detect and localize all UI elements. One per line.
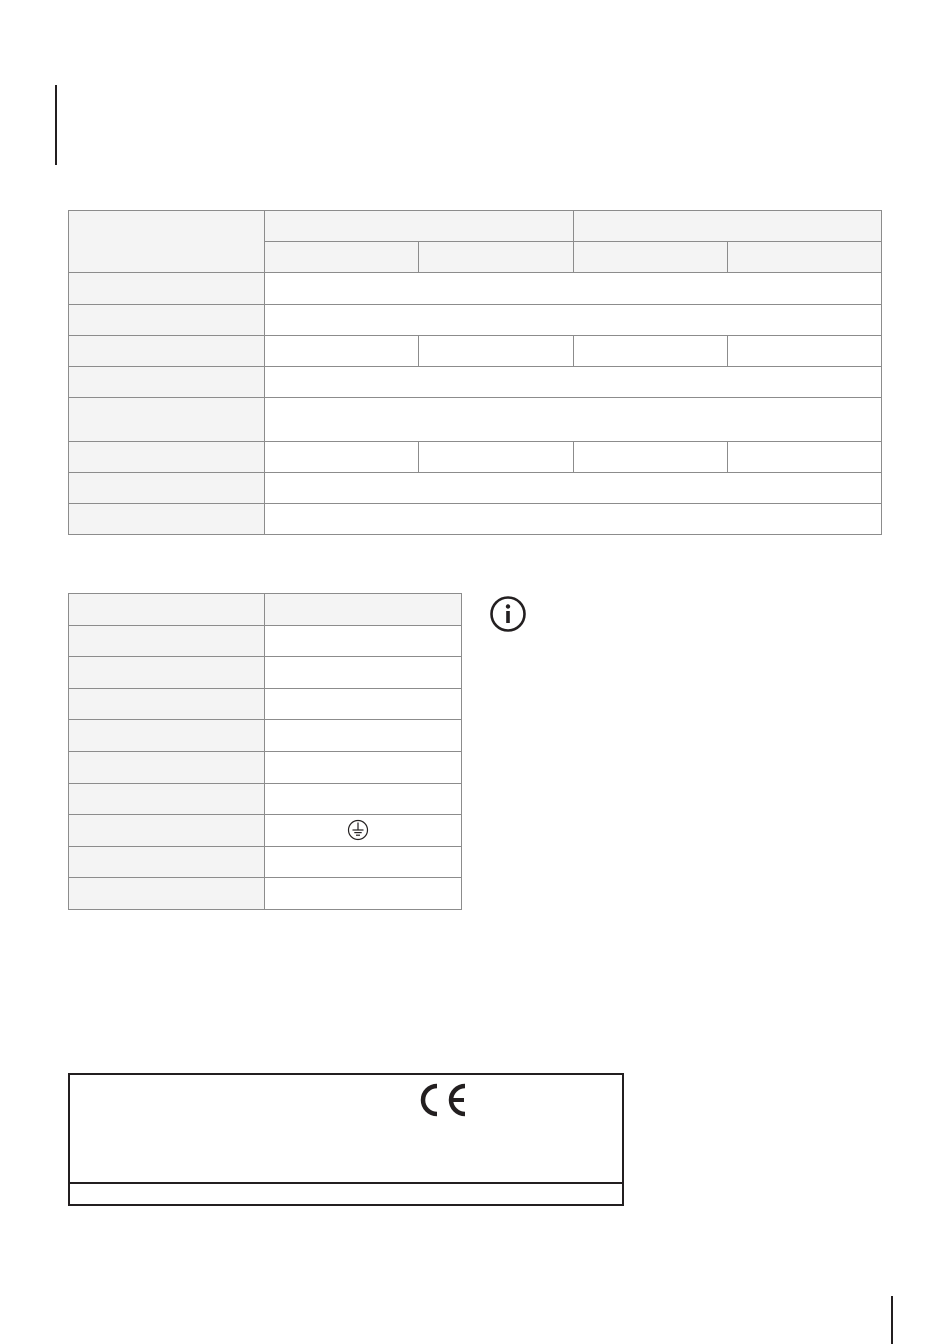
row-label-cell — [69, 367, 265, 398]
row-value-cell — [265, 878, 462, 910]
header-sub-cell — [419, 242, 573, 273]
row-value-cell — [265, 473, 882, 504]
ce-mark-icon — [419, 1083, 469, 1117]
info-icon — [489, 595, 527, 633]
row-label-cell — [69, 504, 265, 535]
header-group-cell — [573, 211, 881, 242]
table-row — [69, 815, 462, 847]
row-label-cell — [69, 594, 265, 626]
row-value-cell — [265, 305, 882, 336]
header-sub-cell — [265, 242, 419, 273]
row-value-cell — [265, 398, 882, 442]
row-value-cell — [265, 657, 462, 689]
row-value-cell — [265, 367, 882, 398]
row-value-cell — [265, 846, 462, 878]
row-value-cell — [727, 336, 881, 367]
table-row — [69, 473, 882, 504]
row-value-cell — [265, 504, 882, 535]
table-row — [69, 273, 882, 305]
table-header-row — [69, 211, 882, 242]
table-row — [69, 594, 462, 626]
row-value-cell — [573, 442, 727, 473]
table-row — [69, 846, 462, 878]
margin-rule-bottom — [891, 1296, 893, 1344]
row-label-cell — [69, 305, 265, 336]
row-value-cell — [265, 625, 462, 657]
row-label-cell — [69, 688, 265, 720]
table-row — [69, 398, 882, 442]
row-label-cell — [69, 720, 265, 752]
row-value-cell — [265, 336, 419, 367]
row-value-cell — [265, 594, 462, 626]
table-row — [69, 442, 882, 473]
table-row — [69, 878, 462, 910]
row-label-cell — [69, 273, 265, 305]
row-value-cell — [265, 720, 462, 752]
protective-earth-icon — [347, 819, 369, 841]
row-label-cell — [69, 657, 265, 689]
rating-plate-footer — [70, 1182, 622, 1204]
row-label-cell — [69, 336, 265, 367]
electrical-data-table — [68, 593, 462, 910]
row-value-cell — [265, 815, 462, 847]
row-label-cell — [69, 846, 265, 878]
table-row — [69, 720, 462, 752]
row-label-cell — [69, 398, 265, 442]
table-row — [69, 504, 882, 535]
table-row — [69, 367, 882, 398]
header-group-cell — [265, 211, 573, 242]
table-row — [69, 625, 462, 657]
table-row — [69, 336, 882, 367]
header-corner-cell — [69, 211, 265, 273]
rating-plate — [68, 1073, 624, 1206]
row-label-cell — [69, 751, 265, 783]
row-value-cell — [419, 336, 573, 367]
row-value-cell — [265, 442, 419, 473]
header-sub-cell — [573, 242, 727, 273]
table-row — [69, 688, 462, 720]
row-value-cell — [265, 688, 462, 720]
row-label-cell — [69, 442, 265, 473]
header-sub-cell — [727, 242, 881, 273]
row-value-cell — [727, 442, 881, 473]
row-label-cell — [69, 815, 265, 847]
row-value-cell — [419, 442, 573, 473]
row-value-cell — [265, 783, 462, 815]
row-value-cell — [265, 273, 882, 305]
row-value-cell — [573, 336, 727, 367]
row-label-cell — [69, 878, 265, 910]
table-row — [69, 751, 462, 783]
row-label-cell — [69, 625, 265, 657]
margin-rule-top — [55, 85, 57, 165]
row-value-cell — [265, 751, 462, 783]
row-label-cell — [69, 473, 265, 504]
specifications-table — [68, 210, 882, 535]
table-row — [69, 657, 462, 689]
table-row — [69, 305, 882, 336]
row-label-cell — [69, 783, 265, 815]
table-row — [69, 783, 462, 815]
